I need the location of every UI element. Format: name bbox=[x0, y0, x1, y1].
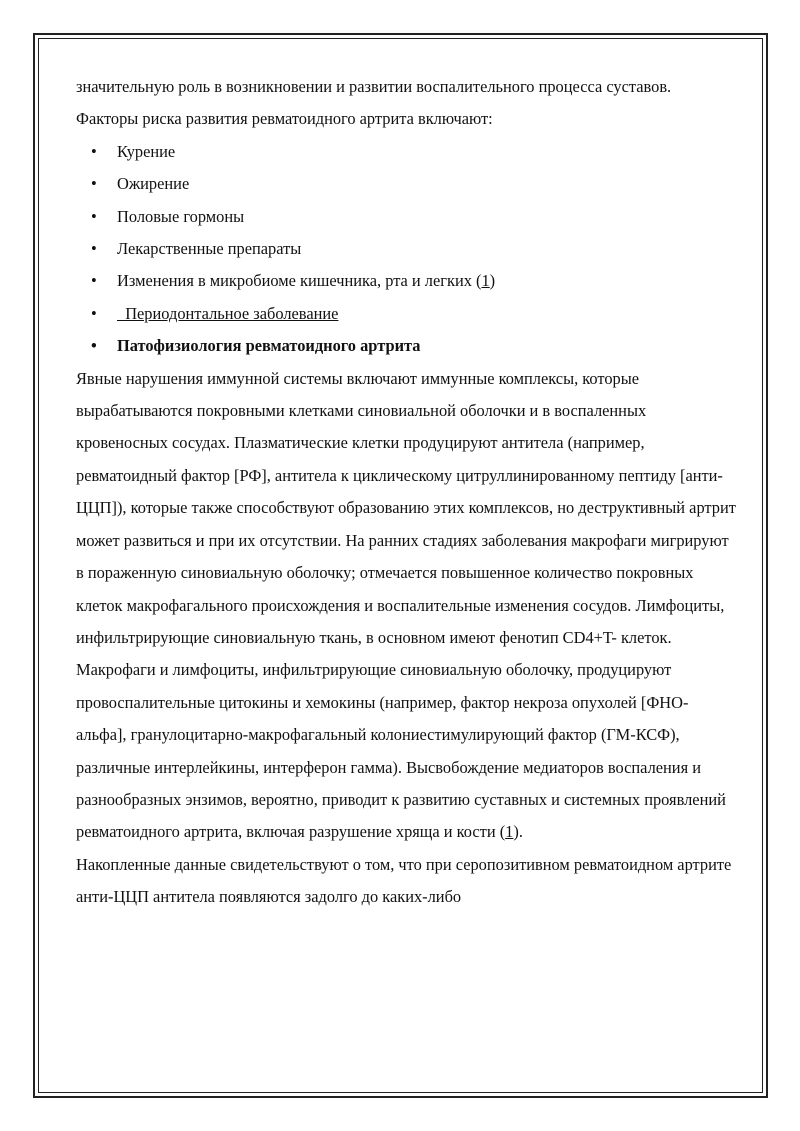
paragraph-accumulated-data: Накопленные данные свидетельствуют о том, что при серопозитивном ревматоидном артрите анти-ЦЦП антитела появляются задолго до каких-либо bbox=[76, 854, 732, 907]
list-item bbox=[76, 168, 736, 200]
list-item bbox=[76, 233, 736, 265]
bullet-icon: • bbox=[91, 174, 97, 194]
list-item-label: Половые гормоны bbox=[117, 206, 245, 226]
paragraph-risk-factors-intro: Факторы риска развития ревматоидного артрита включают: bbox=[76, 109, 493, 129]
bullet-icon: • bbox=[91, 141, 97, 161]
list-item-label: Ожирение bbox=[117, 174, 190, 194]
list-item-label: Курение bbox=[117, 141, 176, 161]
paragraph-intro-continuation: значительную роль в возникновении и развитии воспалительного процесса суставов. bbox=[76, 77, 672, 96]
paragraph-pathophysiology-text: Явные нарушения иммунной системы включают иммунные комплексы, которые вырабатываются покровными клетками синовиальной оболочки и в воспаленных кровеносных сосудах. Плазматические клетки продуцируют антитела (например, ревматоидный фактор [РФ], антитела к циклическому цитруллинированному пептиду [анти- ЦЦП]), которые также способствуют образованию этих комплексов, но деструктивный артрит может развиться и при их отсутствии. На ранних стадиях заболевания макрофаги мигрируют в пораженную синовиальную оболочку; отмечается повышенное количество покровных клеток макрофагального происхождения и воспалительные изменения сосудов. Лимфоциты, инфильтрирующие синовиальную ткань, в основном имеют фенотип CD4+T- клеток. Макрофаги и лимфоциты, инфильтрирующие синовиальную оболочку, продуцируют провоспалительные цитокины и хемокины (например, фактор некроза опухолей [ФНО-альфа], гранулоцитарно-макрофагальный колониестимулирующий фактор (ГМ-КСФ), различные интерлейкины, интерферон гамма). Высвобождение медиаторов воспаления и разнообразных энзимов, вероятно, приводит к развитию суставных и системных проявлений ревматоидного артрита, включая разрушение хряща и кости ( bbox=[76, 368, 736, 842]
reference-link[interactable]: 1 bbox=[481, 271, 490, 291]
list-item bbox=[76, 201, 736, 233]
bullet-icon: • bbox=[91, 336, 97, 356]
list-item-label: Изменения в микробиоме кишечника, рта и легких ( bbox=[117, 271, 482, 291]
section-heading-item bbox=[76, 330, 736, 362]
list-item-label: Периодонтальное заболевание bbox=[117, 303, 339, 323]
bullet-icon: • bbox=[91, 303, 97, 323]
list-item-microbiome bbox=[76, 265, 736, 297]
risk-factors-list bbox=[76, 136, 736, 363]
reference-link[interactable]: 1 bbox=[505, 822, 514, 842]
section-heading: Патофизиология ревматоидного артрита bbox=[117, 336, 421, 356]
bullet-icon: • bbox=[91, 206, 97, 226]
document-body bbox=[76, 71, 736, 914]
bullet-icon: • bbox=[91, 239, 97, 259]
list-item-label-close: ) bbox=[489, 271, 496, 291]
list-item-periodontal bbox=[76, 298, 736, 330]
list-item bbox=[76, 136, 736, 168]
paragraph-pathophysiology-close: ). bbox=[513, 822, 523, 842]
paragraph-pathophysiology bbox=[76, 363, 736, 849]
bullet-icon: • bbox=[91, 271, 97, 291]
list-item-label: Лекарственные препараты bbox=[117, 239, 302, 259]
